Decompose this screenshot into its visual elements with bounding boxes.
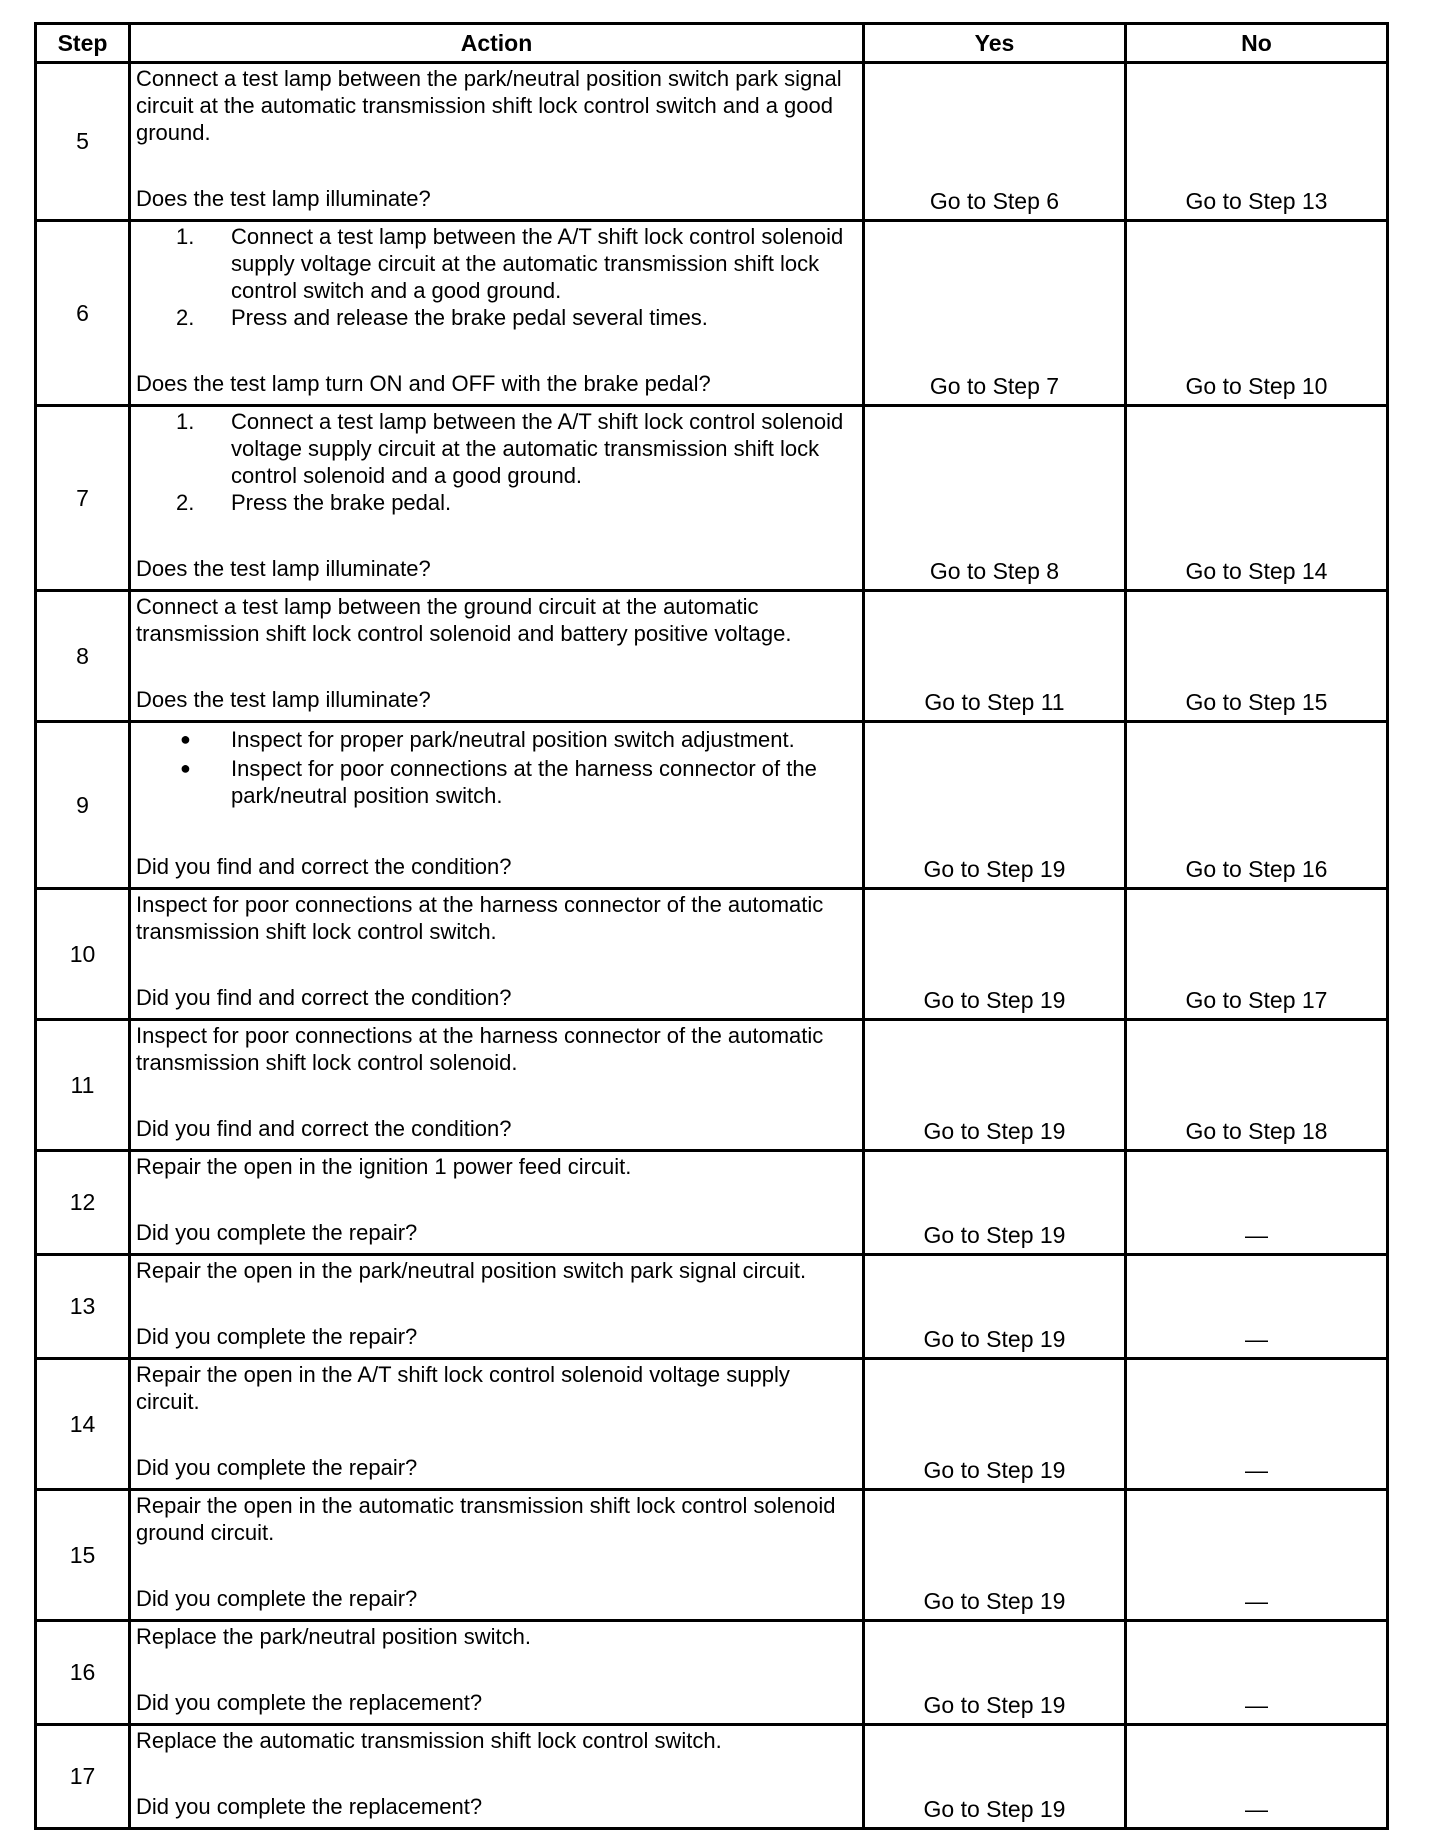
yes-result [864,221,1126,406]
step-number: 12 [36,1151,130,1255]
step-number: 7 [36,406,130,591]
table-row [36,63,1388,221]
table-row [36,1359,1388,1490]
no-result-text: Go to Step 17 [1185,987,1328,1013]
step-number: 17 [36,1725,130,1829]
action-steps-list [136,223,858,331]
list-item [136,489,858,516]
action-cell [130,1725,864,1829]
yes-result [864,1151,1126,1255]
no-result [1126,1359,1388,1490]
no-result-text: — [1245,1222,1268,1248]
action-cell [130,1151,864,1255]
yes-result [864,1255,1126,1359]
no-result [1126,1020,1388,1151]
action-question: Does the test lamp illuminate? [136,687,431,712]
no-result-text: Go to Step 10 [1185,373,1328,399]
action-cell [130,722,864,889]
action-cell [130,1020,864,1151]
action-question: Did you complete the repair? [136,1586,418,1611]
action-text: Inspect for poor connections at the harness connector of the automatic transmission shift lock control switch. [136,892,824,944]
table-row [36,406,1388,591]
step-number: 5 [36,63,130,221]
diagnostic-table [34,22,1389,1830]
step-number: 15 [36,1490,130,1621]
bullet-icon: ● [180,729,191,749]
list-number: 1. [176,409,195,434]
yes-result [864,1490,1126,1621]
action-question: Did you complete the repair? [136,1220,418,1245]
step-number: 6 [36,221,130,406]
list-item-text: Press and release the brake pedal several times. [231,305,708,330]
action-question: Does the test lamp illuminate? [136,556,431,581]
action-cell [130,1255,864,1359]
action-question: Does the test lamp illuminate? [136,186,431,211]
step-number: 8 [36,591,130,722]
yes-result [864,591,1126,722]
header-no: No [1126,24,1388,63]
action-text: Connect a test lamp between the park/neutral position switch park signal circuit at the automatic transmission shift lock control switch and a good ground. [136,66,842,145]
action-text: Connect a test lamp between the ground circuit at the automatic transmission shift lock control solenoid and battery positive voltage. [136,594,792,646]
yes-result [864,63,1126,221]
yes-result [864,1020,1126,1151]
action-text: Inspect for poor connections at the harness connector of the automatic transmission shift lock control solenoid. [136,1023,824,1075]
list-item-text: Connect a test lamp between the A/T shift lock control solenoid supply voltage circuit at the automatic transmission shift lock control switch and a good ground. [231,224,844,303]
header-step: Step [36,24,130,63]
action-question: Did you complete the replacement? [136,1690,483,1715]
yes-result-text: Go to Step 6 [929,188,1060,214]
no-result-text: Go to Step 13 [1185,188,1328,214]
action-text: Repair the open in the A/T shift lock control solenoid voltage supply circuit. [136,1362,790,1414]
action-text: Repair the open in the ignition 1 power feed circuit. [136,1154,632,1179]
action-question: Did you find and correct the condition? [136,985,512,1010]
no-result [1126,591,1388,722]
list-number: 2. [176,305,195,330]
no-result-text: Go to Step 15 [1185,689,1328,715]
table-row [36,1621,1388,1725]
yes-result-text: Go to Step 7 [929,373,1060,399]
table-row [36,722,1388,889]
no-result-text: — [1245,1326,1268,1352]
yes-result-text: Go to Step 19 [923,1222,1066,1248]
yes-result-text: Go to Step 19 [923,987,1066,1013]
list-item-text: Inspect for proper park/neutral position switch adjustment. [231,727,795,752]
yes-result-text: Go to Step 19 [923,1692,1066,1718]
step-number: 11 [36,1020,130,1151]
list-number: 1. [176,224,195,249]
table-row [36,221,1388,406]
header-row [36,24,1388,63]
action-text: Repair the open in the automatic transmission shift lock control solenoid ground circuit. [136,1493,836,1545]
no-result-text: Go to Step 14 [1185,558,1328,584]
step-number: 14 [36,1359,130,1490]
action-cell [130,221,864,406]
table-row [36,1020,1388,1151]
step-number: 13 [36,1255,130,1359]
action-question: Did you find and correct the condition? [136,854,512,879]
no-result-text: — [1245,1692,1268,1718]
table-row [36,1255,1388,1359]
action-steps-list [136,408,858,516]
list-item-text: Press the brake pedal. [231,490,452,515]
yes-result-text: Go to Step 19 [923,1457,1066,1483]
no-result-text: — [1245,1796,1268,1822]
action-question: Did you find and correct the condition? [136,1116,512,1141]
yes-result [864,1725,1126,1829]
action-cell [130,406,864,591]
bullet-icon: ● [180,758,191,778]
action-question: Did you complete the repair? [136,1455,418,1480]
table-row [36,1490,1388,1621]
action-cell [130,889,864,1020]
no-result [1126,63,1388,221]
no-result-text: Go to Step 16 [1185,856,1328,882]
action-text: Replace the park/neutral position switch. [136,1624,531,1649]
action-question: Does the test lamp turn ON and OFF with the brake pedal? [136,371,711,396]
no-result [1126,1621,1388,1725]
list-item [136,755,858,809]
action-text: Replace the automatic transmission shift lock control switch. [136,1728,722,1753]
no-result [1126,889,1388,1020]
action-question: Did you complete the replacement? [136,1794,483,1819]
table-row [36,1725,1388,1829]
no-result [1126,1725,1388,1829]
step-number: 9 [36,722,130,889]
yes-result [864,1359,1126,1490]
no-result-text: — [1245,1588,1268,1614]
list-item-text: Connect a test lamp between the A/T shift lock control solenoid voltage supply circuit at the automatic transmission shift lock control solenoid and a good ground. [231,409,844,488]
list-item [136,726,858,753]
no-result-text: — [1245,1457,1268,1483]
action-text: Repair the open in the park/neutral position switch park signal circuit. [136,1258,807,1283]
list-item [136,223,858,304]
yes-result [864,722,1126,889]
no-result [1126,1490,1388,1621]
yes-result-text: Go to Step 19 [923,1326,1066,1352]
table-row [36,1151,1388,1255]
action-cell [130,1359,864,1490]
action-cell [130,63,864,221]
yes-result-text: Go to Step 19 [923,1118,1066,1144]
yes-result-text: Go to Step 19 [923,856,1066,882]
no-result [1126,1255,1388,1359]
step-number: 10 [36,889,130,1020]
list-number: 2. [176,490,195,515]
table-row [36,591,1388,722]
list-item-text: Inspect for poor connections at the harness connector of the park/neutral position switch. [231,756,817,808]
yes-result-text: Go to Step 19 [923,1588,1066,1614]
yes-result-text: Go to Step 11 [924,689,1065,715]
no-result [1126,1151,1388,1255]
action-cell [130,591,864,722]
no-result [1126,722,1388,889]
header-yes: Yes [864,24,1126,63]
action-cell [130,1621,864,1725]
yes-result [864,1621,1126,1725]
table-row [36,889,1388,1020]
yes-result-text: Go to Step 8 [929,558,1060,584]
action-bullets-list [136,726,858,809]
list-item [136,408,858,489]
list-item [136,304,858,331]
action-cell [130,1490,864,1621]
yes-result [864,889,1126,1020]
yes-result-text: Go to Step 19 [923,1796,1066,1822]
step-number: 16 [36,1621,130,1725]
no-result-text: Go to Step 18 [1185,1118,1328,1144]
no-result [1126,221,1388,406]
yes-result [864,406,1126,591]
action-question: Did you complete the repair? [136,1324,418,1349]
header-action: Action [130,24,864,63]
no-result [1126,406,1388,591]
